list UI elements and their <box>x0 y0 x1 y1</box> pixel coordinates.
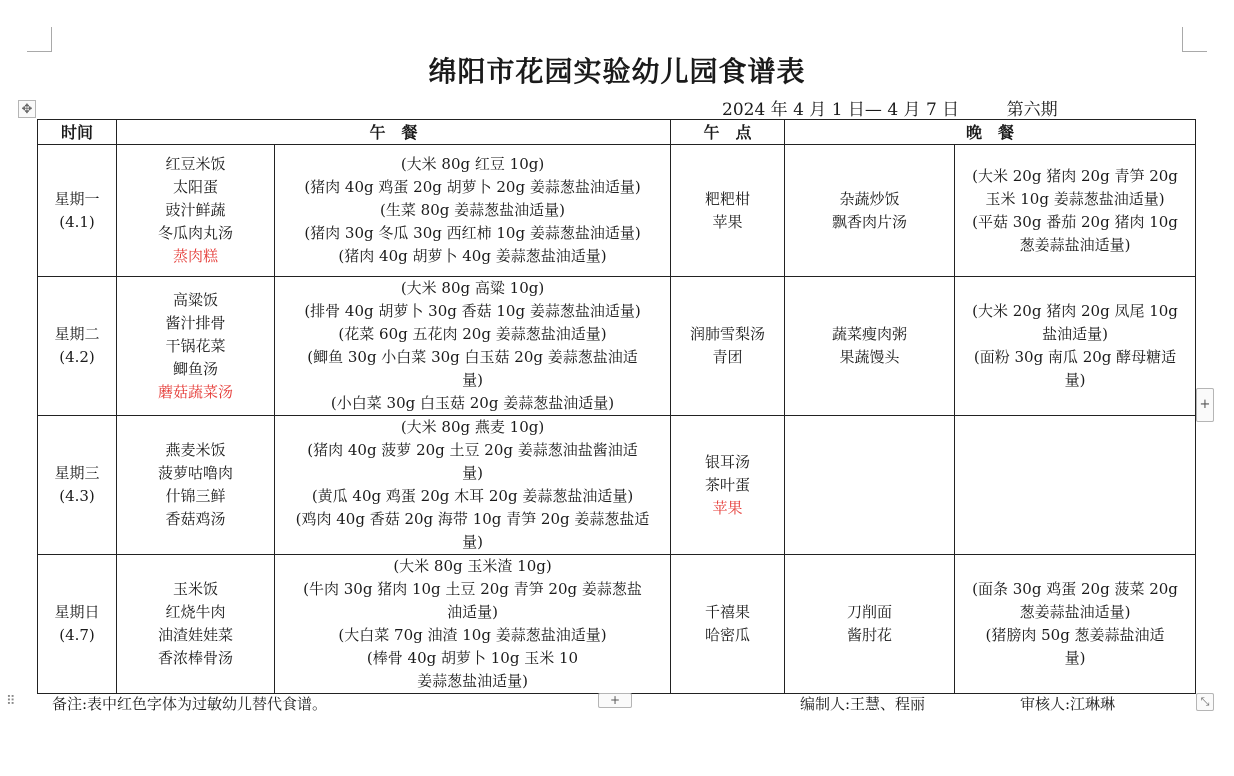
snack-item: 粑粑柑 <box>705 189 751 208</box>
day-date: (4.3) <box>59 487 95 505</box>
dinner-dish: 酱肘花 <box>847 626 893 644</box>
menu-table <box>37 119 1196 694</box>
dinner-ingredient-line: (大米 20g 猪肉 20g 凤尾 10g <box>972 302 1178 320</box>
dinner-ingredient-line: 量) <box>1064 649 1086 667</box>
snack-item: 茶叶蛋 <box>705 475 751 494</box>
lunch-dish: 玉米饭 <box>172 580 218 598</box>
day-row <box>38 555 1196 694</box>
snack-item: 苹果 <box>712 498 743 517</box>
lunch-dish: 什锦三鲜 <box>165 487 226 505</box>
snack-cell <box>671 145 785 277</box>
day-date: (4.7) <box>59 626 95 644</box>
day-label: 星期二 <box>54 325 100 343</box>
lunch-ingredient-line: (牛肉 30g 猪肉 10g 土豆 20g 青笋 20g 姜蒜葱盐 <box>303 580 642 598</box>
lunch-dishes-cell <box>117 416 275 555</box>
day-row <box>38 277 1196 416</box>
lunch-ingredients-cell <box>275 145 671 277</box>
crop-mark-top-right <box>1182 27 1207 52</box>
dinner-ingredient-line: (猪膀肉 50g 葱姜蒜盐油适 <box>985 626 1165 644</box>
lunch-dish: 香菇鸡汤 <box>165 510 226 528</box>
day-cell <box>38 555 117 694</box>
dinner-ingredient-line: (面粉 30g 南瓜 20g 酵母糖适 <box>973 348 1177 366</box>
dinner-dishes-cell <box>785 145 955 277</box>
lunch-ingredient-line: (鲫鱼 30g 小白菜 30g 白玉菇 20g 姜蒜葱盐油适 <box>307 348 638 366</box>
lunch-dish: 干锅花菜 <box>165 336 226 355</box>
dinner-ingredient-line: (平菇 30g 番茄 20g 猪肉 10g <box>972 212 1178 231</box>
lunch-dish: 冬瓜肉丸汤 <box>157 224 233 242</box>
lunch-dish: 鲫鱼汤 <box>172 359 218 378</box>
dinner-dish: 飘香肉片汤 <box>832 212 908 231</box>
header-lunch: 午 餐 <box>117 120 671 145</box>
dinner-dish: 杂蔬炒饭 <box>839 189 900 208</box>
lunch-ingredient-line: (生菜 80g 姜蒜葱盐油适量) <box>380 201 565 219</box>
lunch-dish: 香浓棒骨汤 <box>157 649 233 667</box>
crop-mark-top-left <box>27 27 52 52</box>
lunch-ingredients-cell <box>275 416 671 555</box>
day-date: (4.1) <box>59 212 95 231</box>
lunch-ingredient-line: (猪肉 30g 冬瓜 30g 西红柿 10g 姜蒜葱盐油适量) <box>304 224 641 242</box>
dinner-dishes-cell <box>785 555 955 694</box>
lunch-dish: 燕麦米饭 <box>165 441 226 459</box>
snack-cell <box>671 277 785 416</box>
header-dinner: 晚 餐 <box>785 120 1196 145</box>
lunch-ingredient-line: 姜蒜葱盐油适量) <box>417 672 528 690</box>
dinner-ingredient-line: 量) <box>1064 371 1086 389</box>
dinner-dish: 果蔬馒头 <box>839 348 900 366</box>
day-label: 星期日 <box>54 603 100 621</box>
day-row <box>38 145 1196 277</box>
day-cell <box>38 416 117 555</box>
lunch-ingredients-cell <box>275 555 671 694</box>
dinner-ingredient-line: 葱姜蒜盐油适量) <box>1019 603 1131 621</box>
add-row-button[interactable]: + <box>598 693 632 708</box>
header-time: 时间 <box>38 120 117 145</box>
lunch-dish: 蒸肉糕 <box>172 247 218 265</box>
footer-editor: 编制人:王慧、程丽 <box>800 695 926 713</box>
lunch-ingredient-line: (花菜 60g 五花肉 20g 姜蒜葱盐油适量) <box>338 325 607 343</box>
page-title: 绵阳市花园实验幼儿园食谱表 <box>428 55 806 88</box>
lunch-ingredient-line: (大米 80g 高粱 10g) <box>400 279 545 297</box>
lunch-ingredient-line: 油适量) <box>447 603 498 621</box>
lunch-dishes-cell <box>117 277 275 416</box>
lunch-ingredient-line: (猪肉 40g 鸡蛋 20g 胡萝卜 20g 姜蒜葱盐油适量) <box>304 178 641 196</box>
add-column-button[interactable]: + <box>1196 388 1214 422</box>
snack-item: 哈密瓜 <box>705 626 751 644</box>
dinner-ingredient-line: (面条 30g 鸡蛋 20g 菠菜 20g <box>972 580 1178 598</box>
table-move-icon[interactable]: ✥ <box>18 100 36 118</box>
dinner-ingredients-cell <box>955 555 1196 694</box>
header-snack: 午 点 <box>671 120 785 145</box>
lunch-ingredient-line: (排骨 40g 胡萝卜 30g 香菇 10g 姜蒜葱盐油适量) <box>304 302 641 320</box>
lunch-ingredient-line: (大米 80g 红豆 10g) <box>400 155 545 173</box>
dinner-dishes-cell <box>785 277 955 416</box>
lunch-ingredient-line: (猪肉 40g 胡萝卜 40g 姜蒜葱盐油适量) <box>338 247 607 265</box>
snack-item: 千禧果 <box>705 603 751 621</box>
date-line <box>722 95 1058 120</box>
lunch-ingredient-line: (棒骨 40g 胡萝卜 10g 玉米 10 <box>366 649 579 667</box>
lunch-ingredient-line: 量) <box>462 533 483 551</box>
lunch-dishes-cell <box>117 145 275 277</box>
lunch-dish: 高粱饭 <box>172 290 218 309</box>
table-resize-icon[interactable]: ⤡ <box>1196 693 1214 711</box>
dinner-ingredient-line: 玉米 10g 姜蒜葱盐油适量) <box>985 189 1165 208</box>
lunch-ingredient-line: (猪肉 40g 菠萝 20g 土豆 20g 姜蒜葱油盐酱油适 <box>307 441 638 459</box>
lunch-ingredient-line: (大米 80g 燕麦 10g) <box>400 418 545 436</box>
lunch-dish: 豉汁鲜蔬 <box>165 201 226 219</box>
drag-handle-icon[interactable]: ⠿ <box>6 694 16 709</box>
snack-item: 青团 <box>712 348 743 366</box>
lunch-dish: 红烧牛肉 <box>165 603 226 621</box>
header-row <box>38 120 1196 145</box>
lunch-dish: 太阳蛋 <box>172 178 218 196</box>
lunch-dishes-cell <box>117 555 275 694</box>
lunch-ingredients-cell <box>275 277 671 416</box>
day-label: 星期一 <box>54 189 100 208</box>
day-cell <box>38 145 117 277</box>
dinner-dish: 蔬菜瘦肉粥 <box>832 325 908 343</box>
snack-cell <box>671 416 785 555</box>
snack-item: 银耳汤 <box>705 452 751 471</box>
lunch-ingredient-line: (小白菜 30g 白玉菇 20g 姜蒜葱盐油适量) <box>330 394 615 412</box>
dinner-ingredient-line: 盐油适量) <box>1042 325 1108 343</box>
snack-cell <box>671 555 785 694</box>
date-range: 2024 年 4 月 1 日— 4 月 7 日 <box>722 100 960 120</box>
lunch-ingredient-line: (鸡肉 40g 香菇 20g 海带 10g 青笋 20g 姜蒜葱盐适 <box>295 510 650 528</box>
footer-note: 备注:表中红色字体为过敏幼儿替代食谱。 <box>52 695 328 713</box>
lunch-dish: 酱汁排骨 <box>165 313 226 332</box>
snack-item: 润肺雪梨汤 <box>690 325 766 343</box>
day-row <box>38 416 1196 555</box>
lunch-dish: 蘑菇蔬菜汤 <box>157 382 233 401</box>
lunch-dish: 菠萝咕噜肉 <box>157 464 233 482</box>
day-date: (4.2) <box>59 348 95 366</box>
snack-item: 苹果 <box>712 212 743 231</box>
lunch-ingredient-line: (大米 80g 玉米渣 10g) <box>393 557 552 575</box>
lunch-ingredient-line: 量) <box>462 371 483 389</box>
dinner-ingredients-cell <box>955 277 1196 416</box>
day-cell <box>38 277 117 416</box>
lunch-dish: 油渣娃娃菜 <box>157 626 233 644</box>
lunch-ingredient-line: (大白菜 70g 油渣 10g 姜蒜葱盐油适量) <box>338 626 607 644</box>
day-label: 星期三 <box>54 464 100 482</box>
dinner-ingredient-line: (大米 20g 猪肉 20g 青笋 20g <box>972 166 1178 185</box>
lunch-dish: 红豆米饭 <box>165 155 226 173</box>
dinner-dishes-cell <box>785 416 955 555</box>
lunch-ingredient-line: 量) <box>462 464 483 482</box>
dinner-ingredients-cell <box>955 416 1196 555</box>
dinner-dish: 刀削面 <box>847 603 893 621</box>
dinner-ingredients-cell <box>955 145 1196 277</box>
issue-number: 第六期 <box>1006 100 1058 120</box>
footer-reviewer: 审核人:江琳琳 <box>1020 695 1116 713</box>
lunch-ingredient-line: (黄瓜 40g 鸡蛋 20g 木耳 20g 姜蒜葱盐油适量) <box>311 487 634 505</box>
dinner-ingredient-line: 葱姜蒜盐油适量) <box>1019 235 1131 254</box>
